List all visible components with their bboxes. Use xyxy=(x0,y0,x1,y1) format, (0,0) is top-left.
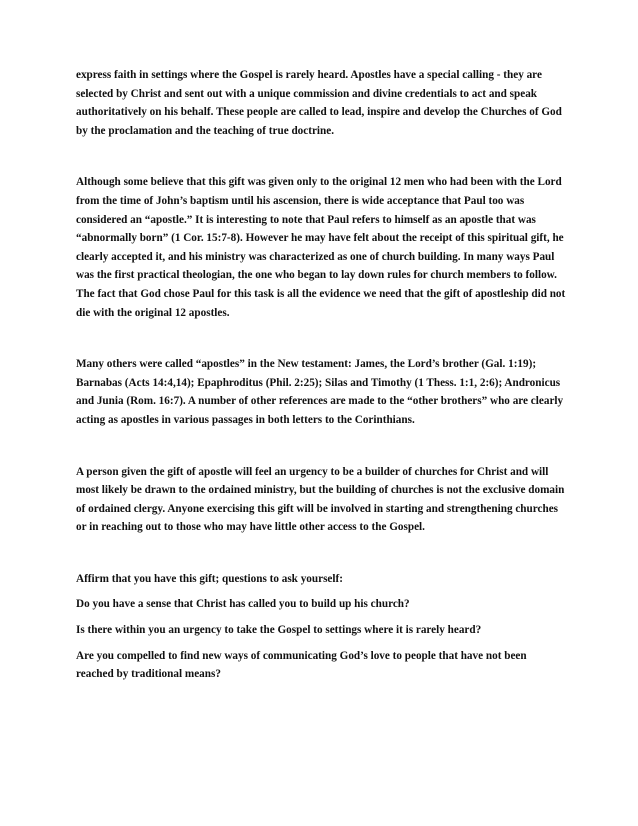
question-2: Is there within you an urgency to take the Gospel to settings where it is rarely heard? xyxy=(76,624,482,637)
paragraph-paul-apostle: Although some believe that this gift was given only to the original 12 men who had been with the Lord from the time of John’s baptism until his ascension, there is wide acceptance that Paul too was considered an “apostle.” It is interesting to note that Paul refers to himself as an apostle that was “abnormally born” (1 Cor. 15:7-8). However he may have felt about the receipt of this spiritual gift, he clearly accepted it, and his ministry was characterized as one of church building. In many ways Paul was the first practical theologian, the one who began to lay down rules for church members to follow. The fact that God chose Paul for this task is all the evidence we need that the gift of apostleship did not die with the original 12 apostles. xyxy=(76,176,566,319)
paragraph-gift-of-apostle: A person given the gift of apostle will feel an urgency to be a builder of churches for Christ and will most likely be drawn to the ordained ministry, but the building of churches is not the exclusive domain of ordained clergy. Anyone exercising this gift will be involved in starting and strengthening churches or in reaching out to those who may have little other access to the Gospel. xyxy=(76,465,565,534)
question-3: Are you compelled to find new ways of communicating God’s love to people that have not been reached by traditional means? xyxy=(76,649,527,681)
document-body xyxy=(76,66,566,684)
paragraph-apostles-calling: express faith in settings where the Gospel is rarely heard. Apostles have a special calling - they are selected by Christ and sent out with a unique commission and divine credentials to act and speak authoritatively on his behalf. These people are called to lead, inspire and develop the Churches of God by the proclamation and the teaching of true doctrine. xyxy=(76,69,562,137)
questions-heading: Affirm that you have this gift; questions to ask yourself: xyxy=(76,572,343,585)
question-1: Do you have a sense that Christ has called you to build up his church? xyxy=(76,598,410,611)
paragraph-other-apostles: Many others were called “apostles” in the New testament: James, the Lord’s brother (Gal. 1:19); Barnabas (Acts 14:4,14); Epaphroditus (Phil. 2:25); Silas and Timothy (1 Thess. 1:1, 2:6); Andronicus and Junia (Rom. 16:7). A number of other references are made to the “other brothers” who are clearly acting as apostles in various passages in both letters to the Corinthians. xyxy=(76,358,564,426)
